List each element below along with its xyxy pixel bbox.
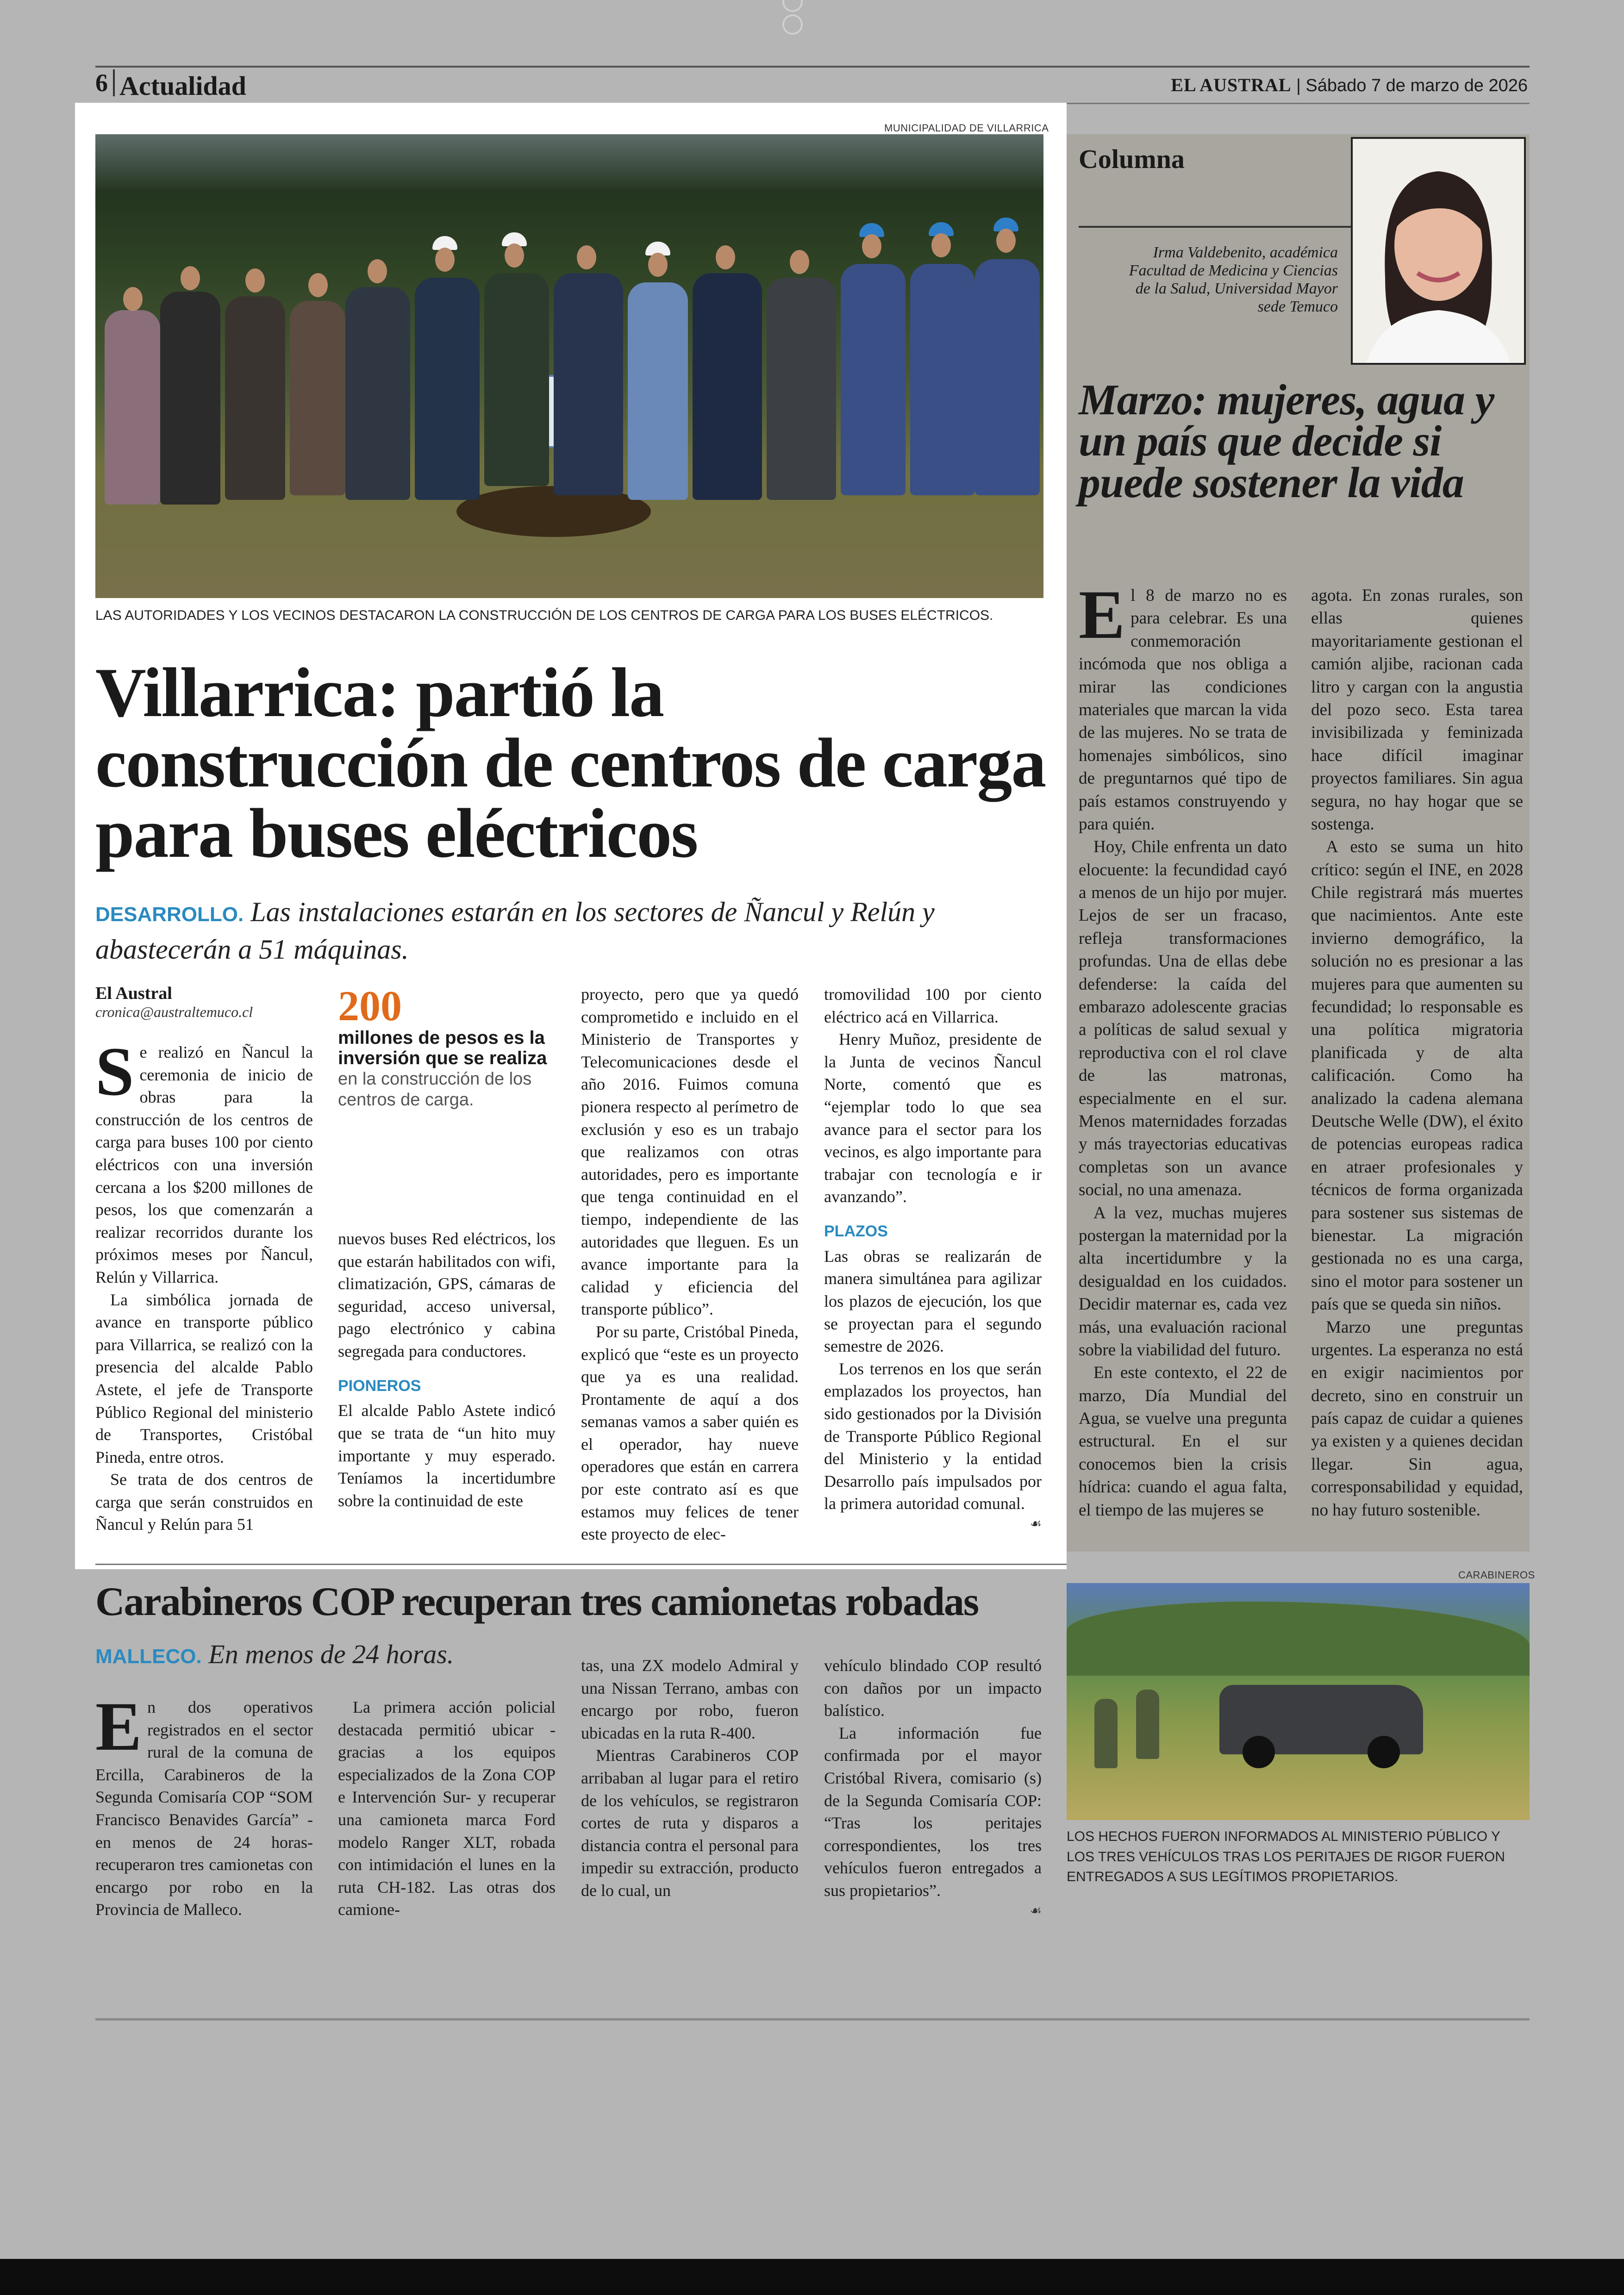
column-author: Irma Valdebenito, académica Facultad de Medicina y Ciencias de la Salud, Universidad Mayor sede Temuco bbox=[1129, 244, 1338, 316]
byline: El Austral bbox=[95, 984, 172, 1003]
page-indicator bbox=[782, 0, 843, 11]
paragraph: Los terrenos en los que serán emplazados los proyectos, han sido gestionados por la División de Transporte Público Regional del Ministerio y la entidad Desarrollo país impulsados por la primera autoridad comunal. bbox=[824, 1359, 1042, 1513]
stat-description bbox=[338, 1028, 556, 1110]
paragraph: proyecto, pero que ya quedó comprometido e incluido en el Ministerio de Transportes y Telecomunicaciones desde el año 2016. Fuimos comuna pionera respecto al perímetro de exclusión y eso es un trabajo que realizamos con otras autoridades, pero es importante que tenga continuidad en el tiempo, independiente de las autoridades que lleguen. Es un avance importante para la calidad y eficiencia del transporte público”. bbox=[581, 985, 799, 1319]
paragraph: El alcalde Pablo Astete indicó que se trata de “un hito muy importante y muy esperado. Teníamos la incertidumbre sobre la continuidad de este bbox=[338, 1401, 556, 1510]
main-headline: Villarrica: partió la construcción de centros de carga para buses eléctricos bbox=[95, 654, 1046, 872]
second-col-3 bbox=[581, 1654, 799, 1902]
end-mark-icon: ☙ bbox=[1030, 1515, 1042, 1531]
subhead-plazos: PLAZOS bbox=[824, 1222, 888, 1240]
paragraph: Por su parte, Cristóbal Pineda, explicó que “este es un proyecto que ya es una realidad. Prontamente de aquí a dos semanas vamos a saber quién es el operador, hay nueve operadores que están en carrera por este contrato así es que estamos muy felices de tener este proyecto de elec- bbox=[581, 1322, 799, 1544]
end-mark-icon: ☙ bbox=[1030, 1902, 1042, 1918]
stat-number: 200 bbox=[338, 982, 402, 1029]
second-col-1 bbox=[95, 1688, 313, 1921]
byline-email: cronica@australtemuco.cl bbox=[95, 1004, 253, 1020]
second-photo-caption: LOS HECHOS FUERON INFORMADOS AL MINISTERIO PÚBLICO Y LOS TRES VEHÍCULOS TRAS LOS PERITAJES DE RIGOR FUERON ENTREGADOS A SUS LEGÍTIMOS PROPIETARIOS. bbox=[1067, 1829, 1505, 1884]
photo-truck bbox=[1219, 1685, 1423, 1754]
main-col-2 bbox=[338, 1228, 556, 1512]
stat-bold: millones de pesos es la inversión que se realiza bbox=[338, 1028, 547, 1068]
second-kicker: MALLECO. bbox=[95, 1645, 202, 1668]
main-col-4 bbox=[824, 983, 1042, 1533]
paragraph: La información fue confirmada por el mayor Cristóbal Rivera, comisario (s) de la Segunda Comisaría COP: “Tras los peritajes correspondientes, los tres vehículos fueron entregados a sus propietarios”. bbox=[824, 1723, 1042, 1900]
masthead-separator: | bbox=[1296, 76, 1301, 95]
photo-credit: MUNICIPALIDAD DE VILLARRICA bbox=[884, 122, 1049, 134]
paragraph: agota. En zonas rurales, son ellas quienes mayoritariamente gestionan el camión aljibe, racionan cada litro y cargan con la angustia del pozo seco. Esta tarea invisibilizada y feminizada hace difícil imaginar proyectos familiares. Sin agua segura, no hay hogar que se sostenga. bbox=[1311, 586, 1523, 834]
section-name: Actualidad bbox=[119, 71, 246, 101]
paragraph: Hoy, Chile enfrenta un dato elocuente: la fecundidad cayó a menos de un hijo por mujer. Lejos de ser un fracaso, refleja transformaciones profundas. Una de ellas debe defenderse: la caída del embarazo adolescente gracias a políticas de salud sexual y reproductiva con el rol clave de las matronas, especialmente en el sur. Menos maternidades forzadas y más trayectorias educativas completas son un avance social, no una amenaza. bbox=[1079, 837, 1287, 1200]
paragraph: Henry Muñoz, presidente de la Junta de vecinos Ñancul Norte, comentó que es “ejemplar todo lo que sea avance para el sector para los vecinos, es algo importante para trabajar con tecnología e ir avanzando”. bbox=[824, 1030, 1042, 1206]
stat-light: en la construcción de los centros de carga. bbox=[338, 1069, 532, 1110]
masthead bbox=[1171, 74, 1528, 96]
page-footer-rule bbox=[95, 2018, 1530, 2021]
paragraph: Mientras Carabineros COP arribaban al lugar para el retiro de los vehículos, se registraron cortes de ruta y disparos a distancia contra el personal para impedir su extracción, producto de lo cual, un bbox=[581, 1746, 799, 1900]
second-deck bbox=[95, 1639, 454, 1670]
article-separator bbox=[95, 1564, 1067, 1565]
column-rule bbox=[1079, 226, 1352, 228]
column-col-1 bbox=[1079, 576, 1287, 1522]
paragraph: A la vez, muchas mujeres postergan la maternidad por la alta incertidumbre y la desigualdad en los cuidados. Decidir maternar es, cada vez más, una evaluación racional sobre la viabilidad del futuro. bbox=[1079, 1203, 1287, 1360]
second-headline: Carabineros COP recuperan tres camionetas robadas bbox=[95, 1579, 979, 1624]
viewer-bottom-bar bbox=[0, 2259, 1624, 2295]
second-article-photo bbox=[1067, 1583, 1530, 1820]
paragraph: Las obras se realizarán de manera simultánea para agilizar los plazos de ejecución, los que se proyectan para el segundo semestre de 2026. bbox=[824, 1247, 1042, 1356]
main-photo-caption: LAS AUTORIDADES Y LOS VECINOS DESTACARON LA CONSTRUCCIÓN DE LOS CENTROS DE CARGA PARA LOS BUSES ELÉCTRICOS. bbox=[95, 608, 993, 623]
main-deck-text: Las instalaciones estarán en los sectores de Ñancul y Relún y abastecerán a 51 máquinas. bbox=[95, 897, 935, 965]
paragraph: tromovilidad 100 por ciento eléctrico acá en Villarrica. bbox=[824, 985, 1042, 1026]
paragraph: nuevos buses Red eléctricos, los que estarán habilitados con wifi, climatización, GPS, cámaras de seguridad, acceso universal, pago electrónico y cabina segregada para conductores. bbox=[338, 1229, 556, 1360]
paragraph: l 8 de marzo no es para celebrar. Es una conmemoración incómoda que nos obliga a mirar las condiciones materiales que marcan la vida de las mujeres. No se trata de homenajes simbólicos, sino de preguntarnos qué tipo de país estamos construyendo y para quién. bbox=[1079, 586, 1287, 834]
column-dropcap: E bbox=[1079, 576, 1125, 653]
main-col-1 bbox=[95, 983, 313, 1536]
author-portrait bbox=[1351, 137, 1526, 365]
paper-name: EL AUSTRAL bbox=[1171, 75, 1292, 95]
column-col-2 bbox=[1311, 584, 1523, 1522]
page-dot[interactable] bbox=[782, 14, 803, 35]
page-number: 6 bbox=[95, 69, 108, 97]
photo-trees bbox=[95, 134, 1043, 190]
second-photo-credit: CARABINEROS bbox=[1458, 1569, 1535, 1581]
issue-date: Sábado 7 de marzo de 2026 bbox=[1305, 76, 1528, 95]
second-deck-text: En menos de 24 horas. bbox=[208, 1639, 454, 1669]
header-top-rule bbox=[95, 66, 1530, 68]
main-deck bbox=[95, 893, 975, 968]
main-dropcap: S bbox=[95, 1033, 134, 1110]
paragraph: La simbólica jornada de avance en transporte público para Villarrica, se realizó con la presencia del alcalde Pablo Astete, el jefe de Transporte Público Regional del ministerio de Transportes, Cristóbal Pineda, entre otros. bbox=[95, 1290, 313, 1466]
subhead-pioneros: PIONEROS bbox=[338, 1377, 421, 1395]
paragraph: n dos operativos registrados en el sector rural de la comuna de Ercilla, Carabineros de la Segunda Comisaría COP “SOM Francisco Benavides García” -en menos de 24 horas- recuperaron tres camionetas con encargo por robo en la Provincia de Malleco. bbox=[95, 1698, 313, 1919]
column-label: Columna bbox=[1079, 144, 1185, 174]
second-col-2 bbox=[338, 1696, 556, 1921]
second-col-4 bbox=[824, 1654, 1042, 1919]
second-dropcap: E bbox=[95, 1688, 142, 1765]
main-article-photo bbox=[95, 134, 1043, 598]
paragraph: La primera acción policial destacada permitió ubicar -gracias a los equipos especializados de la Zona COP e Intervención Sur- y recuperar una camioneta marca Ford modelo Ranger XLT, robada con intimidación el lunes en la ruta CH-182. Las otras dos camione- bbox=[338, 1698, 556, 1919]
column-title: Marzo: mujeres, agua y un país que decide si puede sostener la vida bbox=[1079, 376, 1494, 507]
paragraph: vehículo blindado COP resultó con daños por un impacto balístico. bbox=[824, 1656, 1042, 1720]
paragraph: tas, una ZX modelo Admiral y una Nissan Terrano, ambas con encargo por robo, fueron ubicadas en la ruta R-400. bbox=[581, 1656, 799, 1742]
paragraph: A esto se suma un hito crítico: según el INE, en 2028 Chile registrará más muertes que nacimientos. Ante este invierno demográfico, la solución no es presionar a las mujeres para que aumenten su fecundidad; lo responsable es una política migratoria planificada y de alta calificación. Como ha analizado la cadena alemana Deutsche Welle (DW), el éxito de potencias europeas radica en atraer profesionales y técnicos de forma organizada para sostener sus sistemas de bienestar. La migración gestionada no es una carga, sino el motor para sostener un país que se queda sin niños. bbox=[1311, 837, 1523, 1314]
paragraph: En este contexto, el 22 de marzo, Día Mundial del Agua, se vuelve una pregunta estructural. En el sur conocemos bien la crisis hídrica: cuando el agua falta, el tiempo de las mujeres se bbox=[1079, 1363, 1287, 1520]
page-dot[interactable] bbox=[782, 0, 803, 12]
main-col-3 bbox=[581, 983, 799, 1546]
header-separator bbox=[113, 69, 115, 96]
paragraph: Marzo une preguntas urgentes. La esperanza no está en exigir nacimientos por decreto, sino en construir un país capaz de cuidar a quienes ya existen y a quienes decidan llegar. Sin agua, corresponsabilidad y equidad, no hay futuro sostenible. bbox=[1311, 1317, 1523, 1520]
paragraph: Se trata de dos centros de carga que serán construidos en Ñancul y Relún para 51 bbox=[95, 1470, 313, 1534]
main-kicker: DESARROLLO. bbox=[95, 903, 244, 926]
paragraph: e realizó en Ñancul la ceremonia de inicio de obras para la construcción de los centros de carga para buses 100 por ciento eléctricos con una inversión cercana a los $200 millones de pesos, los que comenzarán a realizar recorridos durante los próximos meses por Ñancul, Relún y Villarrica. bbox=[95, 1043, 313, 1286]
